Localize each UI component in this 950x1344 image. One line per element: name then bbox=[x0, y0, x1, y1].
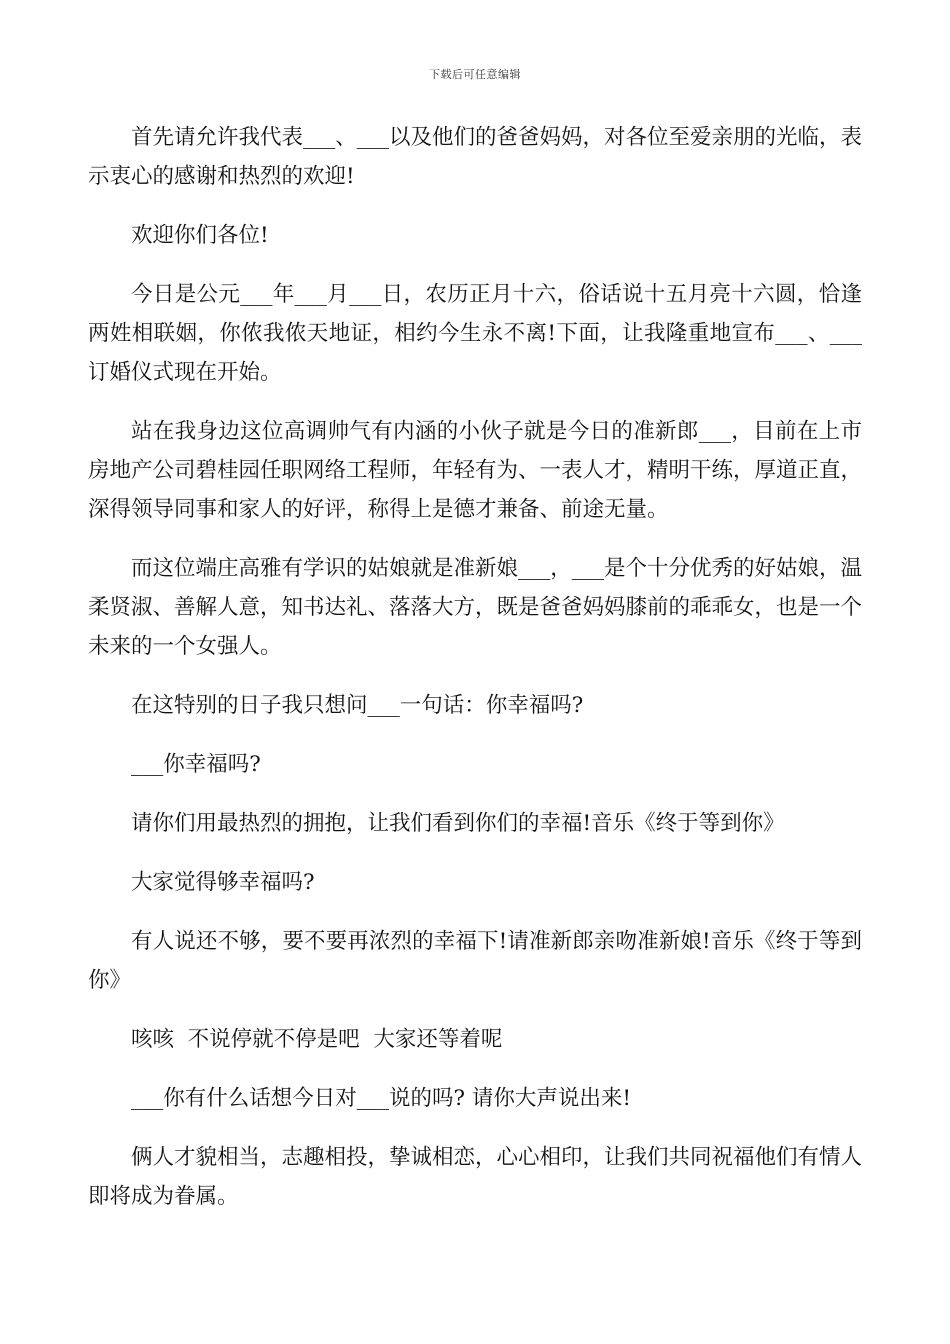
document-body bbox=[88, 118, 862, 1236]
paragraph-cough: 咳咳 不说停就不停是吧 大家还等着呢 bbox=[131, 1027, 503, 1052]
paragraph-are-you-happy: ___你幸福吗? bbox=[131, 752, 261, 777]
paragraph-groom-intro: 站在我身边这位高调帅气有内涵的小伙子就是今日的准新郎___，目前在上市房地产公司碧桂园任职网络工程师，年轻有为、一表人才，精明干练，厚道正直，深得领导同事和家人的好评，称得上是德才兼备、前途无量。 bbox=[88, 419, 863, 522]
paragraph-opening-thanks: 首先请允许我代表___、___以及他们的爸爸妈妈，对各位至爱亲朋的光临，表示衷心的感谢和热烈的欢迎! bbox=[88, 125, 863, 189]
paragraph-speak-out: ___你有什么话想今日对___说的吗? 请你大声说出来! bbox=[131, 1086, 632, 1111]
paragraph-hug-music: 请你们用最热烈的拥抱，让我们看到你们的幸福!音乐《终于等到你》 bbox=[131, 811, 785, 836]
paragraph-audience-question: 大家觉得够幸福吗? bbox=[131, 870, 315, 895]
paragraph-question-happy: 在这特别的日子我只想问___一句话：你幸福吗? bbox=[131, 693, 584, 718]
paragraph-kiss-music: 有人说还不够，要不要再浓烈的幸福下!请准新郎亲吻准新娘!音乐《终于等到你》 bbox=[88, 929, 862, 993]
paragraph-date-announcement: 今日是公元___年___月___日，农历正月十六，俗话说十五月亮十六圆，恰逢两姓相联姻，你侬我侬天地证，相约今生永不离!下面，让我隆重地宣布___、___订婚仪式现在开始。 bbox=[88, 282, 862, 385]
page-header-note: 下载后可任意编辑 bbox=[429, 68, 521, 81]
paragraph-blessing: 俩人才貌相当，志趣相投，挚诚相恋，心心相印，让我们共同祝福他们有情人即将成为眷属。 bbox=[88, 1145, 863, 1209]
paragraph-welcome: 欢迎你们各位! bbox=[131, 223, 269, 248]
paragraph-bride-intro: 而这位端庄高雅有学识的姑娘就是准新娘___，___是个十分优秀的好姑娘，温柔贤淑、善解人意，知书达礼、落落大方，既是爸爸妈妈膝前的乖乖女，也是一个未来的一个女强人。 bbox=[88, 556, 863, 659]
